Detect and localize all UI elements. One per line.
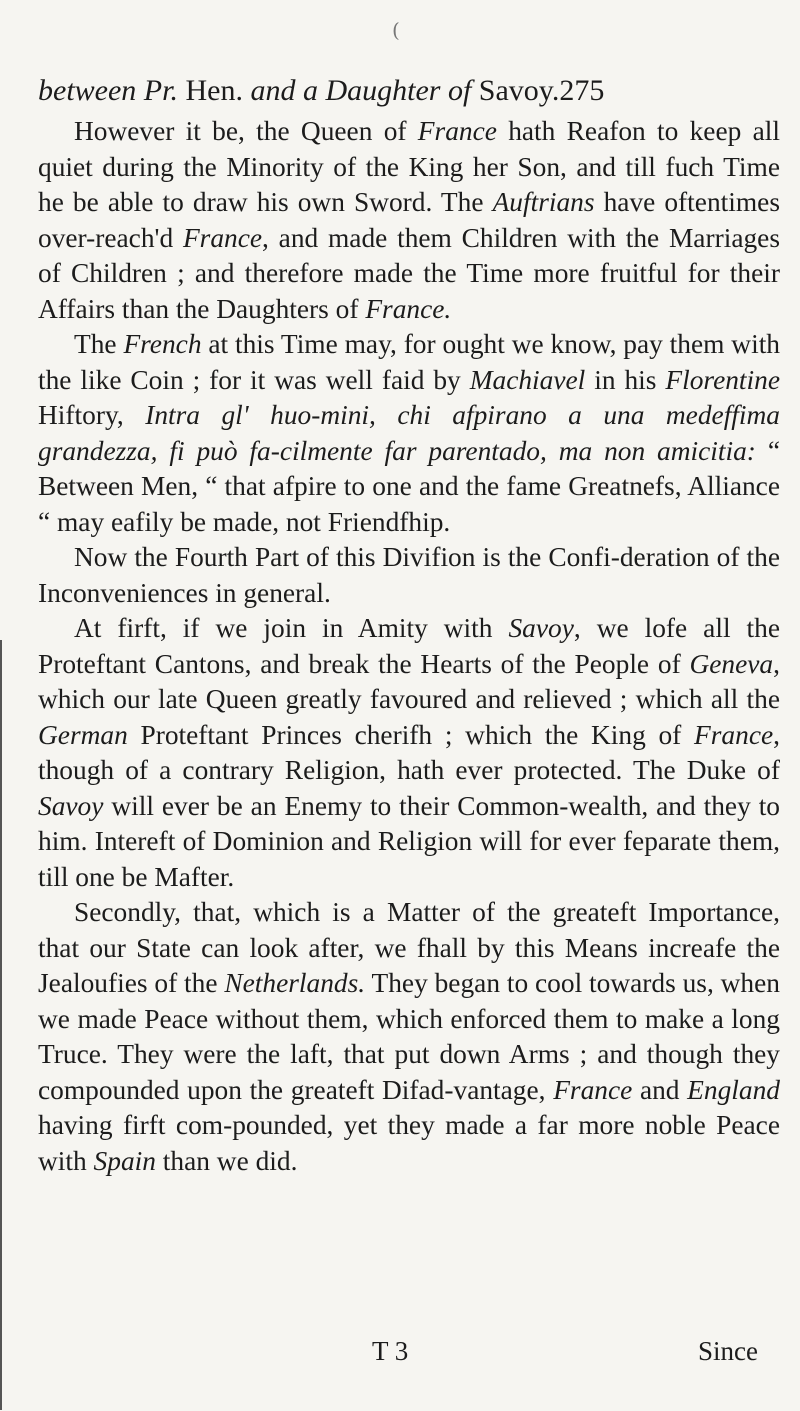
text-run: Proteftant Princes cherifh ; which the King of [127, 719, 695, 750]
text-run: in his [585, 364, 666, 395]
text-run: , though of a contrary Religion, hath ever protected. The Duke of [38, 719, 780, 785]
text-run: “ Between Men, “ that afpire to one and the fame Greatnefs, Alliance “ may eafily be made, not Friendfhip. [38, 435, 780, 537]
text-run: having firft com-pounded, yet they made a far more noble Peace with [38, 1110, 780, 1176]
signature-mark: T 3 [372, 1336, 409, 1366]
text-run: hath Reafon to keep all quiet during the Minority of the King her Son, and till fuch Time he be able to draw his own Sword. The [38, 116, 780, 217]
text-run: at this Time may, for ought we know, pay them with the like Coin ; for it was well faid by [38, 329, 780, 395]
italic-run: French [123, 329, 202, 359]
text-run: Secondly, that, which is a Matter of the greateft Importance, that our State can look after, we fhall by this Means increafe the Jealoufies of the [38, 897, 780, 998]
italic-run: Florentine [665, 364, 780, 395]
catchword: Since [698, 1336, 758, 1366]
paragraph [38, 327, 780, 540]
paragraph [38, 611, 780, 895]
italic-run: France [553, 1074, 633, 1105]
text-run: However it be, the Queen of [74, 116, 418, 146]
italic-run: Machiavel [469, 364, 586, 395]
paragraph [38, 114, 780, 327]
text-run: Hiftory, [38, 400, 146, 430]
italic-run: England [687, 1074, 780, 1105]
header-savoy: Savoy. [478, 74, 560, 107]
italic-run: German [38, 719, 128, 750]
italic-run: Geneva [689, 648, 774, 679]
body-text [38, 114, 780, 1179]
paragraph [38, 540, 780, 611]
text-run: They began to cool towards us, when we made Peace without them, which enforced them to make a long Truce. They were the laft, that put down Arms ; and though they compounded upon the greateft Difad-vantage, [38, 968, 780, 1105]
italic-run: Auftrians [492, 187, 595, 217]
italic-run: France [417, 116, 497, 146]
paragraph [38, 895, 780, 1179]
header-daughter: and a Daughter of [250, 74, 472, 107]
text-run: and [632, 1074, 688, 1105]
page-margin-mark: ( [392, 18, 400, 42]
text-run: The [74, 329, 124, 359]
page-edge-shadow [0, 640, 2, 1410]
italic-run: Savoy [508, 613, 574, 643]
italic-run: Spain [93, 1145, 156, 1176]
italic-run: France [694, 719, 774, 750]
header-hen: Hen. [185, 74, 243, 107]
text-run: have oftentimes over-reach'd [38, 187, 780, 253]
text-run: than we did. [155, 1145, 298, 1176]
italic-run: Netherlands. [224, 968, 366, 998]
running-header [38, 72, 778, 110]
italic-run: Savoy [38, 790, 104, 821]
page-number: 275 [559, 74, 605, 107]
italic-run: Intra gl' huo-mini, chi afpirano a una medeffima grandezza, fi può fa-cilmente far parentado, ma non amicitia: [38, 400, 780, 466]
text-run: , which our late Queen greatly favoured and relieved ; which all the [38, 648, 780, 714]
italic-run: France [182, 222, 263, 253]
text-run: At firft, if we join in Amity with [74, 613, 509, 643]
header-pr: Pr. [143, 74, 178, 107]
text-run: , we lofe all the Proteftant Cantons, and break the Hearts of the People of [38, 613, 780, 679]
text-run: will ever be an Enemy to their Common-wealth, and they to him. Intereft of Dominion and Religion will for ever feparate them, till one be Mafter. [38, 790, 780, 892]
text-run: , and made them Children with the Marriages of Children ; and therefore made the Time more fruitful for their Affairs than the Daughters of [38, 222, 780, 324]
text-run: Now the Fourth Part of this Divifion is the Confi-deration of the Inconveniences in general. [38, 542, 780, 608]
header-between: between [38, 74, 137, 107]
italic-run: France. [365, 293, 452, 324]
